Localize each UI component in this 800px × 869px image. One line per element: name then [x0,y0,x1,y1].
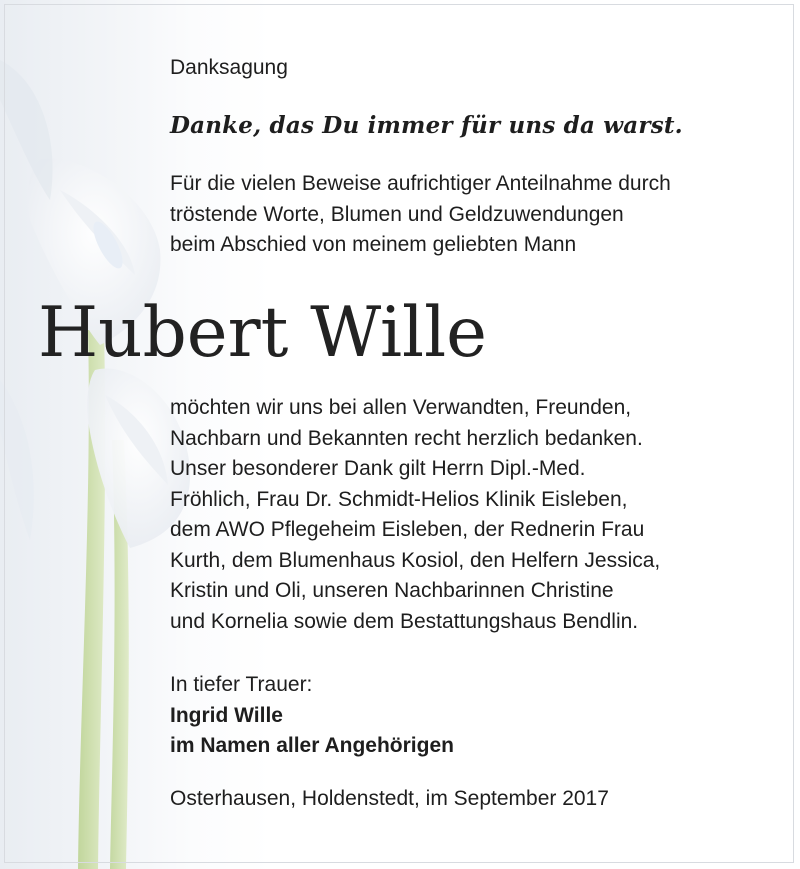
thanks-line: möchten wir uns bei allen Verwandten, Freunden, [170,396,632,419]
thanks-line: dem AWO Pflegeheim Eisleben, der Rednerin Frau [170,518,645,541]
deceased-name: Hubert Wille [38,293,488,373]
thanks-paragraph [170,393,780,637]
mourning-block [170,670,780,762]
thanks-line: und Kornelia sowie dem Bestattungshaus Bendlin. [170,609,639,633]
thanks-line: Unser besonderer Dank gilt Herrn Dipl.-Med. [170,457,586,480]
thanks-line: Fröhlich, Frau Dr. Schmidt-Helios Klinik Eisleben, [170,487,628,511]
mourning-intro: In tiefer Trauer: [170,673,313,696]
intro-line: tröstende Worte, Blumen und Geldzuwendungen [170,202,624,226]
intro-line: beim Abschied von meinem geliebten Mann [170,233,577,256]
motto-line: Danke, das Du immer für uns da warst. [170,112,683,139]
place-date: Osterhausen, Holdenstedt, im September 2017 [170,787,609,810]
intro-line: Für die vielen Beweise aufrichtiger Anteilnahme durch [170,172,671,195]
thanks-line: Kristin und Oli, unseren Nachbarinnen Christine [170,579,614,602]
intro-paragraph [170,169,780,261]
mourner-name: Ingrid Wille [170,703,283,727]
thanks-line: Kurth, dem Blumenhaus Kosiol, den Helfern Jessica, [170,548,661,572]
thanks-line: Nachbarn und Bekannten recht herzlich bedanken. [170,426,643,450]
mourner-family: im Namen aller Angehörigen [170,734,454,757]
heading-danksagung: Danksagung [170,56,288,79]
